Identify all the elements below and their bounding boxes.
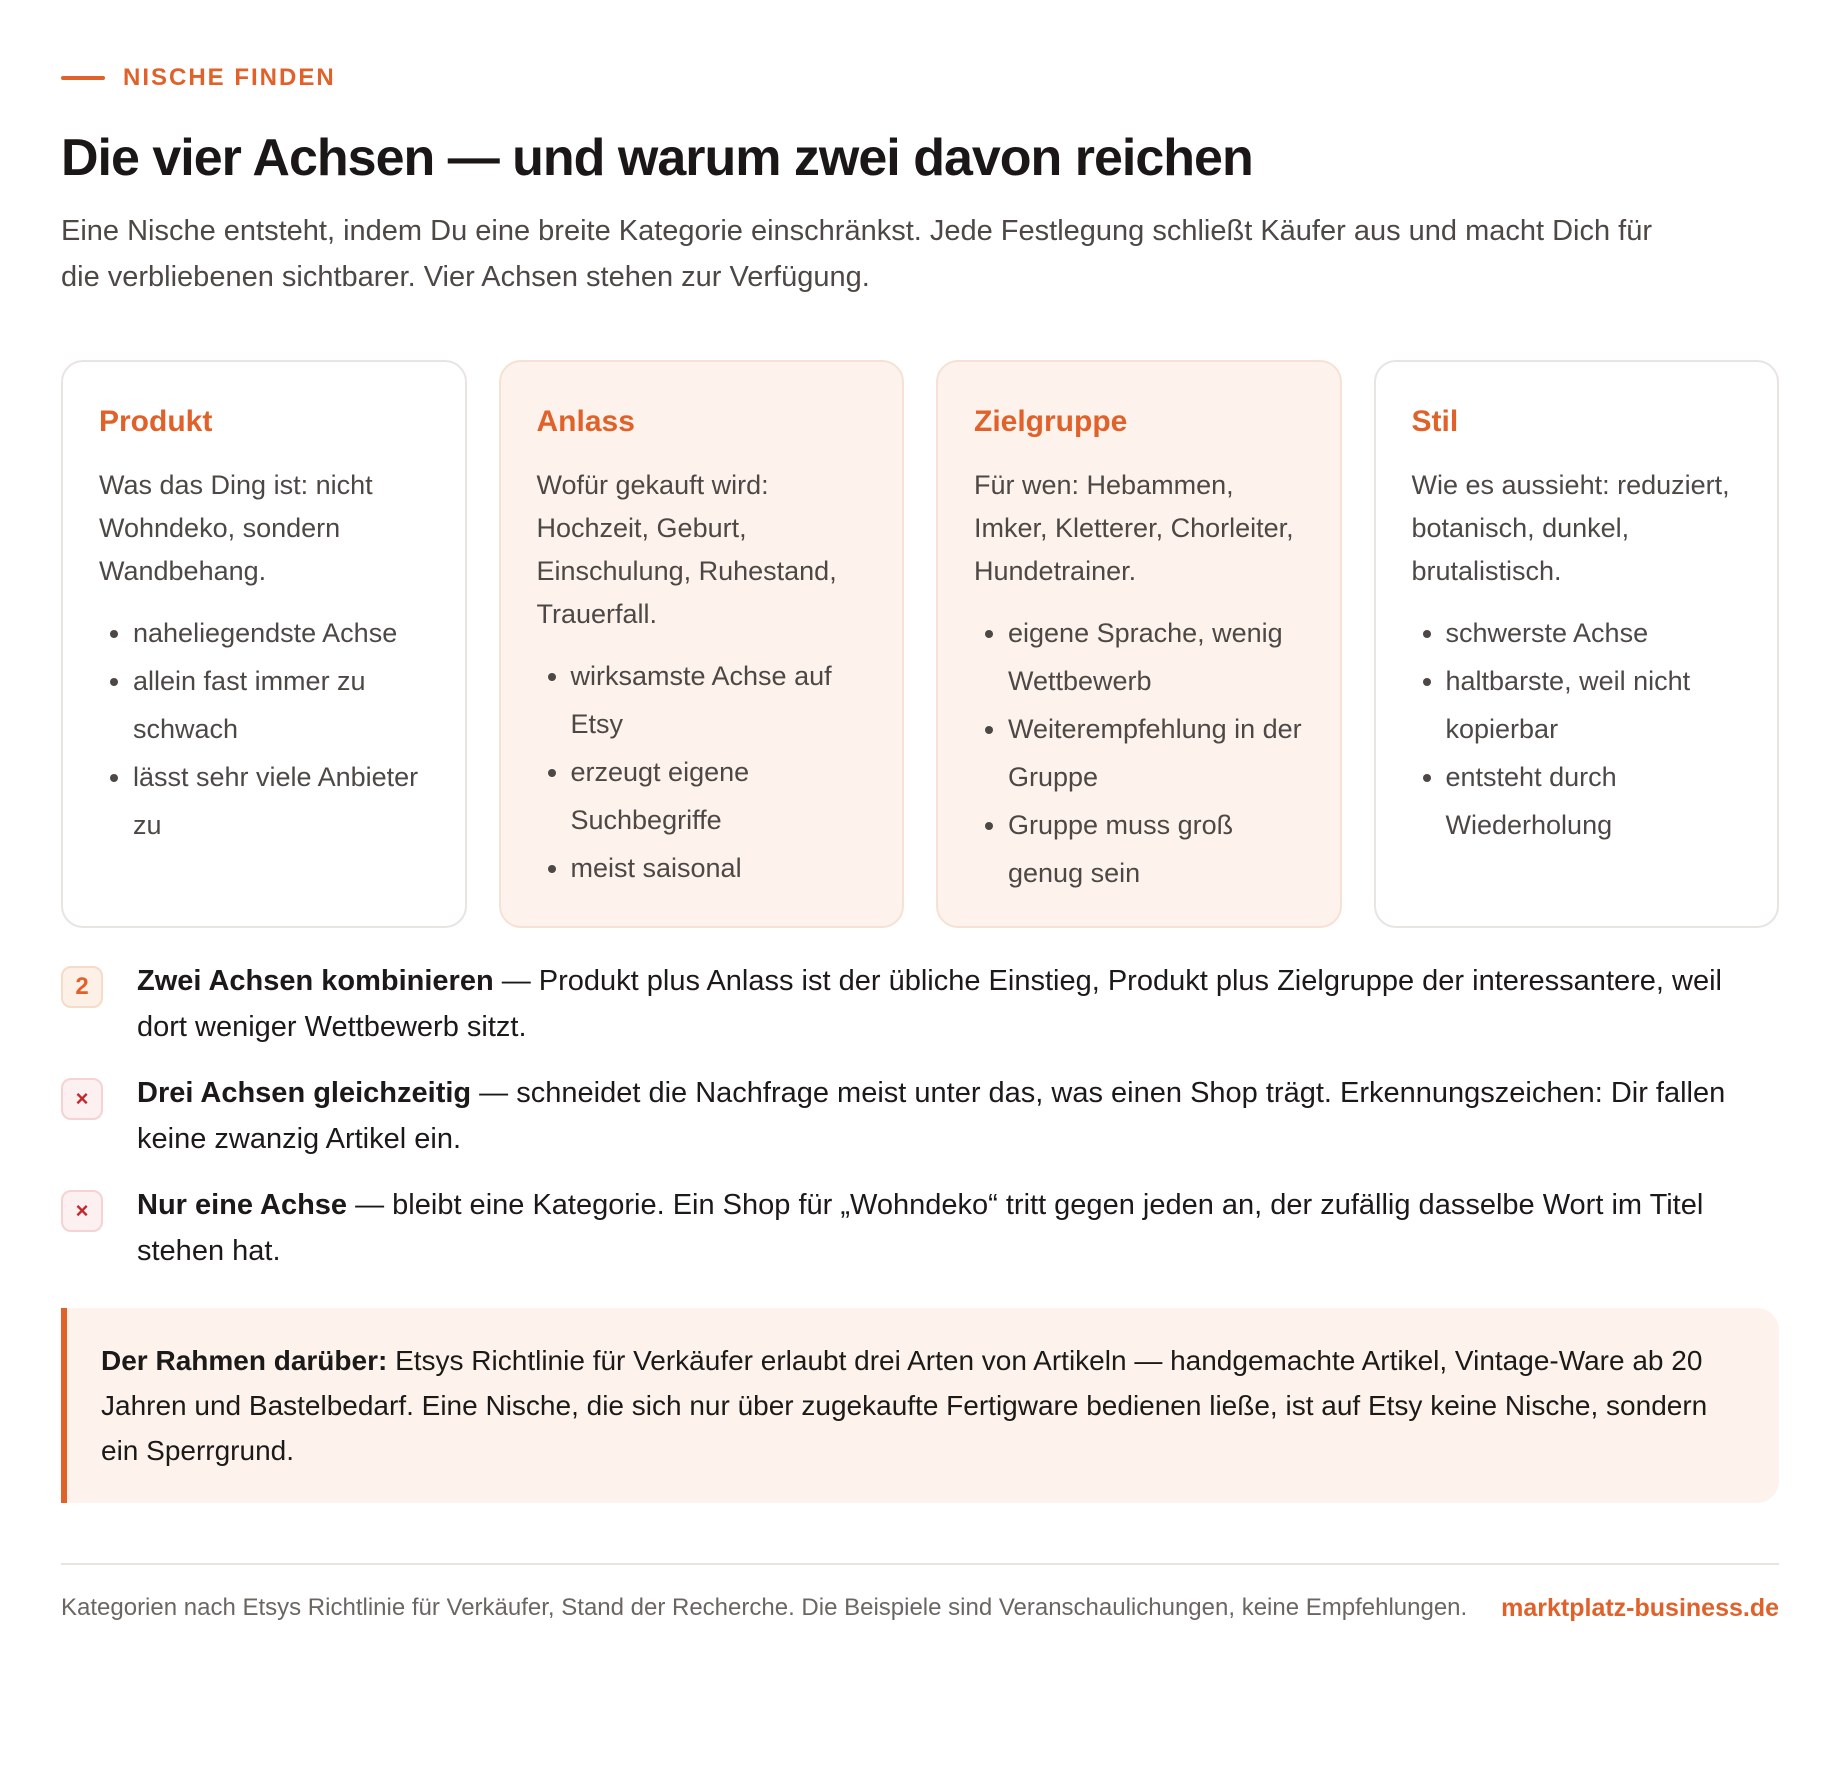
card-bullets: [99, 609, 429, 849]
point-three-axes: [61, 1070, 1779, 1162]
card-title: Stil: [1411, 405, 1459, 438]
point-text: [137, 1182, 1779, 1274]
card-bullet: • Gruppe muss groß genug sein: [1008, 801, 1304, 897]
card-bullet: • eigene Sprache, wenig Wettbewerb: [1008, 609, 1304, 705]
kicker-label: NISCHE FINDEN: [123, 64, 336, 91]
card-title: Produkt: [99, 405, 213, 438]
footer: [61, 1589, 1779, 1627]
point-body: — Produkt plus Anlass ist der übliche Einstieg, Produkt plus Zielgruppe der interessantere, weil dort weniger Wettbewerb sitzt.: [137, 965, 1722, 1043]
kicker: [61, 60, 1779, 96]
card-anlass: [499, 360, 905, 928]
point-one-axis: [61, 1182, 1779, 1274]
combination-points: [61, 958, 1779, 1274]
point-text: [137, 1070, 1779, 1162]
callout-lead: Der Rahmen darüber:: [101, 1345, 388, 1376]
card-description: Wofür gekauft wird: Hochzeit, Geburt, Einschulung, Ruhestand, Trauerfall.: [536, 470, 837, 629]
point-text: [137, 958, 1779, 1050]
point-lead: Zwei Achsen kombinieren: [137, 965, 494, 997]
page-title: Die vier Achsen — und warum zwei davon reichen: [61, 129, 1253, 187]
card-bullet: • allein fast immer zu schwach: [133, 657, 429, 753]
point-two-axes: [61, 958, 1779, 1050]
card-bullet: • meist saisonal: [571, 844, 867, 892]
card-produkt: [61, 360, 467, 928]
footer-note: Kategorien nach Etsys Richtlinie für Verkäufer, Stand der Recherche. Die Beispiele sind Veranschaulichungen, keine Empfehlungen.: [61, 1594, 1468, 1621]
cross-icon: ×: [61, 1078, 103, 1120]
card-description: Für wen: Hebammen, Imker, Kletterer, Chorleiter, Hundetrainer.: [974, 470, 1294, 586]
card-bullet: • naheliegendste Achse: [133, 609, 429, 657]
card-bullets: [974, 609, 1304, 897]
card-stil: [1374, 360, 1780, 928]
point-lead: Nur eine Achse: [137, 1189, 348, 1221]
card-bullet: • haltbarste, weil nicht kopierbar: [1446, 657, 1742, 753]
point-lead: Drei Achsen gleichzeitig: [137, 1077, 472, 1109]
cross-icon: ×: [61, 1190, 103, 1232]
card-bullet: • erzeugt eigene Suchbegriffe: [571, 748, 867, 844]
lead-paragraph: Eine Nische entsteht, indem Du eine breite Kategorie einschränkst. Jede Festlegung schließt Käufer aus und macht Dich für die verbliebenen sichtbarer. Vier Achsen stehen zur Verfügung.: [61, 215, 1653, 293]
card-bullet: • lässt sehr viele Anbieter zu: [133, 753, 429, 849]
callout-body: Etsys Richtlinie für Verkäufer erlaubt drei Arten von Artikeln — handgemachte Artikel, Vintage-Ware ab 20 Jahren und Bastelbedarf. Eine Nische, die sich nur über zugekaufte Fertigware bedienen ließe, ist auf Etsy keine Nische, sondern ein Sperrgrund.: [101, 1345, 1708, 1466]
card-bullet: • schwerste Achse: [1446, 609, 1742, 657]
number-badge: 2: [61, 966, 103, 1008]
card-description: Wie es aussieht: reduziert, botanisch, dunkel, brutalistisch.: [1411, 470, 1730, 586]
card-bullets: [1412, 609, 1742, 849]
card-bullet: • Weiterempfehlung in der Gruppe: [1008, 705, 1304, 801]
callout-box: [61, 1308, 1779, 1503]
card-bullet: • entsteht durch Wiederholung: [1446, 753, 1742, 849]
card-title: Anlass: [536, 405, 635, 438]
brand-link[interactable]: marktplatz-business.de: [1501, 1593, 1779, 1622]
card-zielgruppe: [936, 360, 1342, 928]
callout-text: [101, 1338, 1719, 1473]
card-description: Was das Ding ist: nicht Wohndeko, sondern Wandbehang.: [99, 470, 373, 586]
kicker-rule: [61, 76, 105, 80]
point-body: — schneidet die Nachfrage meist unter das, was einen Shop trägt. Erkennungszeichen: Dir fallen keine zwanzig Artikel ein.: [137, 1077, 1726, 1155]
point-body: — bleibt eine Kategorie. Ein Shop für „Wohndeko“ tritt gegen jeden an, der zufällig dasselbe Wort im Titel stehen hat.: [137, 1189, 1704, 1267]
card-title: Zielgruppe: [974, 405, 1128, 438]
card-bullet: • wirksamste Achse auf Etsy: [571, 652, 867, 748]
footer-divider: [61, 1563, 1779, 1565]
card-bullets: [537, 652, 867, 892]
axes-cards: [61, 360, 1779, 928]
